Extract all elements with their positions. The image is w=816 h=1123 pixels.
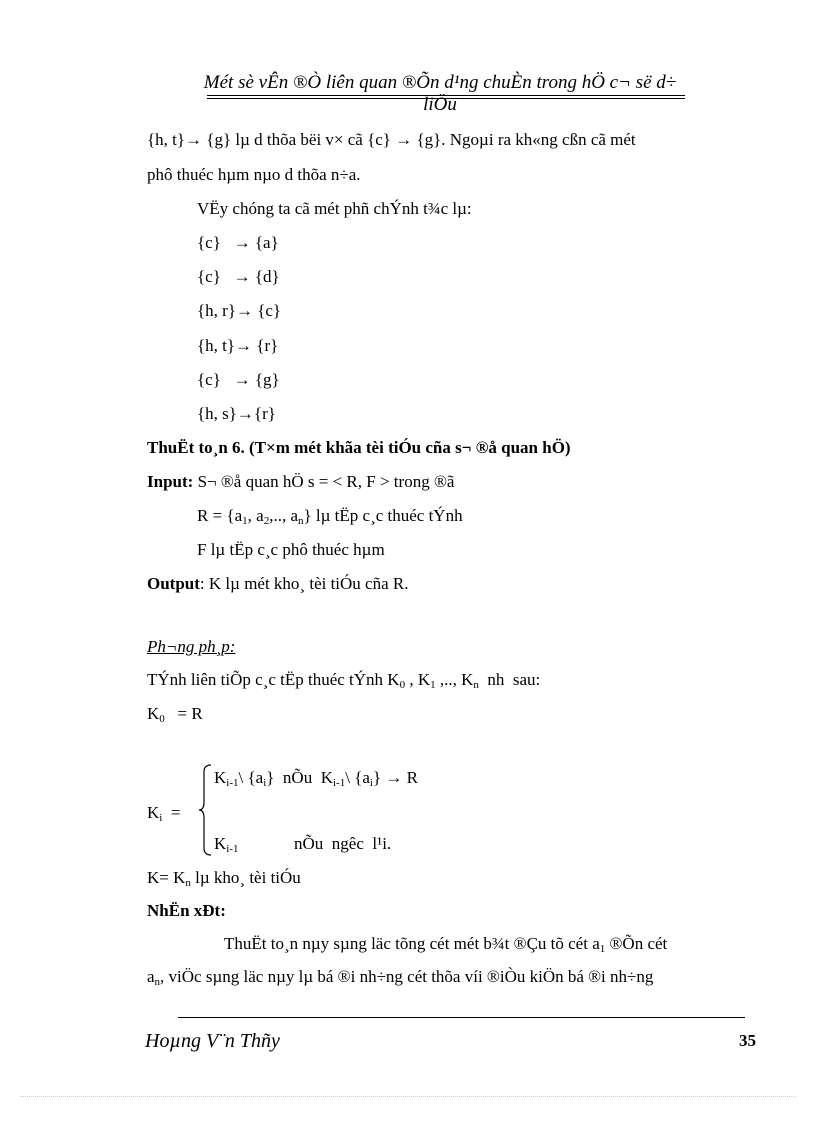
case-part: \ {a: [345, 768, 370, 787]
k0-part: = R: [164, 704, 203, 723]
case-sub: i: [369, 777, 373, 789]
case-one: [214, 768, 418, 788]
compute-sub: 0: [399, 679, 406, 691]
output-label: Output: [147, 574, 200, 593]
compute-part: TÝnh liên tiÕp c¸c tËp thuéc tÝnh K: [147, 670, 400, 689]
case-sub: i-1: [226, 843, 239, 855]
note-heading: NhËn xÐt:: [147, 901, 226, 920]
input-text: S¬ ®å quan hÖ s = < R, F > trong ®ã: [193, 472, 455, 491]
case-sub: i-1: [332, 777, 346, 789]
note-line: [224, 934, 667, 954]
case-part: } nÕu K: [266, 768, 333, 787]
note-sub: n: [154, 976, 161, 988]
compute-part: nh sau:: [478, 670, 541, 689]
input-label: Input:: [147, 472, 194, 491]
compute-part: ,.., K: [435, 670, 474, 689]
left-brace: [198, 764, 212, 856]
paragraph-line: VËy chóng ta cã mét phñ chÝnh t¾c lµ:: [197, 199, 472, 218]
compute-line: [147, 670, 540, 690]
page-number: 35: [739, 1031, 756, 1050]
compute-sub: 1: [430, 679, 436, 691]
note-part: a: [147, 967, 155, 986]
kn-part: lµ kho¸ tèi tiÓu: [190, 868, 301, 887]
ki-part: K: [147, 803, 160, 822]
note-sub: 1: [599, 943, 606, 955]
footer-author: Hoµng V¨n Thñy: [145, 1030, 280, 1052]
kn-line: [147, 868, 301, 888]
note-part: , viÖc sµng läc nµy lµ bá ®i nh÷ng cét thõa víi ®iÒu kiÖn bá ®i nh÷ng: [160, 967, 654, 986]
r-def-part: } lµ tËp c¸c thuéc tÝnh: [303, 506, 463, 525]
kn-sub: n: [185, 877, 191, 889]
case-two: [214, 834, 239, 854]
k0-equation: [147, 704, 203, 724]
r-def-sub: 2: [263, 515, 270, 527]
case-part: } → R: [372, 768, 418, 787]
page-edge: [20, 1096, 796, 1097]
output-text: : K lµ mét kho¸ tèi tiÓu cña R.: [199, 574, 409, 593]
k0-sub: 0: [159, 713, 165, 725]
note-part: ®Õn cét: [605, 934, 668, 953]
running-header-line1: Mét sè vÊn ®Ò liên quan ®Õn d¹ng chuÈn trong hÖ c¬ së d÷: [203, 72, 677, 93]
algorithm-title: ThuËt to¸n 6. (T×m mét khãa tèi tiÓu cña s¬ ®å quan hÖ): [147, 438, 571, 457]
compute-part: , K: [405, 670, 431, 689]
compute-sub: n: [473, 679, 479, 691]
dependency-item: {h, s}→{r}: [197, 404, 276, 423]
running-header-line2: liÖu: [423, 94, 457, 115]
output-line: [147, 574, 409, 594]
input-line: [147, 472, 454, 492]
case-part: K: [214, 768, 227, 787]
footer-rule: [178, 1017, 745, 1018]
dependency-item: {c} → {g}: [197, 370, 280, 389]
case-two-condition: nÕu ngêc l¹i.: [294, 834, 392, 853]
r-def-part: , a: [247, 506, 264, 525]
r-definition: [197, 506, 463, 526]
case-sub: i-1: [226, 777, 239, 789]
ki-part: =: [162, 803, 181, 822]
r-def-part: ,.., a: [269, 506, 298, 525]
dependency-item: {h, t}→ {r}: [197, 336, 279, 355]
note-line: [147, 967, 653, 987]
f-definition: F lµ tËp c¸c phô thuéc hµm: [197, 540, 385, 559]
ki-label: [147, 803, 180, 823]
note-part: ThuËt to¸n nµy sµng läc tõng cét mét b¾t ®Çu tõ cét a: [224, 934, 600, 953]
r-def-part: R = {a: [197, 506, 243, 525]
case-part: K: [214, 834, 227, 853]
r-def-sub: 1: [242, 515, 248, 527]
method-heading: Ph¬ng ph¸p:: [147, 637, 236, 656]
dependency-item: {h, r}→ {c}: [197, 301, 282, 320]
paragraph-line: {h, t}→ {g} lµ d thõa bëi v× cã {c} → {g}. Ngoµi ra kh«ng cßn cã mét: [147, 130, 636, 149]
k0-part: K: [147, 704, 160, 723]
dependency-item: {c} → {a}: [197, 233, 279, 252]
ki-sub: i: [159, 812, 163, 824]
paragraph-line: phô thuéc hµm nµo d thõa n÷a.: [147, 165, 361, 184]
kn-part: K= K: [147, 868, 186, 887]
dependency-item: {c} → {d}: [197, 267, 280, 286]
case-part: \ {a: [238, 768, 264, 787]
case-sub: i: [263, 777, 267, 789]
r-def-sub: n: [297, 515, 304, 527]
